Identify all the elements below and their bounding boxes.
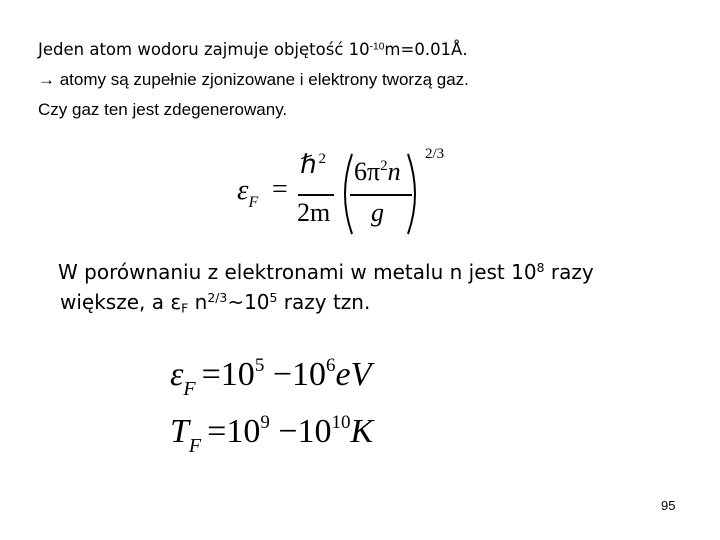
comparison-line-2-subscript: F	[181, 300, 189, 316]
intro-line-3: Czy gaz ten jest zdegenerowany.	[38, 100, 288, 119]
inner-denominator: g	[371, 198, 384, 227]
comparison-line-2-mid2: ~10	[227, 290, 270, 314]
hbar-symbol: ℏ	[300, 150, 317, 179]
energy-unit: eV	[335, 356, 372, 393]
inner-numerator	[354, 157, 401, 187]
energy-rhs-b: −10	[264, 356, 326, 393]
intro-line-1-text: Jeden atom wodoru zajmuje objętość 10	[38, 40, 370, 59]
comparison-line-2	[60, 290, 370, 314]
temperature-exp-a: 9	[260, 412, 270, 433]
energy-symbol: ε	[170, 356, 184, 393]
temperature-unit: K	[350, 413, 374, 450]
comparison-line-2-text: większe, a ε	[60, 290, 182, 314]
intro-line-2: → atomy są zupełnie zjonizowane i elektrony tworzą gaz.	[38, 70, 469, 89]
formula-denominator	[297, 198, 330, 228]
formula-lhs-subscript: F	[248, 194, 259, 211]
hbar-exponent: 2	[318, 151, 326, 167]
fraction-bar-1	[298, 194, 334, 196]
comparison-line-1-text: W porównaniu z elektronami w metalu n jest 10	[58, 260, 537, 284]
comparison-line-2-exponent: 2/3	[207, 290, 228, 306]
energy-subscript: F	[183, 378, 196, 400]
comparison-line-2-tail: razy tzn.	[277, 290, 371, 314]
page-number: 95	[661, 498, 676, 513]
inner-numerator-coef: 6π	[354, 157, 381, 186]
comparison-line-2-mid: n	[188, 290, 208, 314]
energy-rhs-a: =10	[201, 356, 255, 393]
formula-lhs-symbol: ε	[237, 174, 249, 206]
energy-exp-a: 5	[254, 355, 265, 376]
temperature-subscript: F	[188, 435, 202, 457]
comparison-line-1	[58, 260, 594, 284]
temperature-exp-b: 10	[331, 412, 351, 433]
inner-numerator-exponent: 2	[380, 158, 388, 174]
comparison-line-1-exponent: 8	[536, 260, 545, 276]
outer-exponent: 2/3	[425, 146, 445, 162]
energy-exp-b: 6	[326, 355, 336, 376]
result-energy-formula	[170, 355, 372, 400]
inner-numerator-var: n	[387, 157, 401, 186]
intro-line-1-exponent: -10	[369, 41, 385, 53]
intro-line-1	[38, 40, 468, 59]
temperature-symbol: T	[170, 413, 189, 450]
intro-line-1-tail: m=0.01Å.	[384, 40, 468, 59]
temperature-rhs-a: =10	[207, 413, 261, 450]
formula-equals: =	[272, 174, 288, 205]
denominator-text: 2m	[297, 198, 331, 227]
result-temperature-formula	[170, 412, 374, 457]
comparison-line-2-exponent2: 5	[269, 290, 278, 306]
temperature-rhs-b: −10	[269, 413, 332, 450]
formula-lhs	[237, 174, 259, 211]
comparison-line-1-tail: razy	[544, 260, 594, 284]
fraction-bar-2	[350, 194, 412, 196]
formula-hbar	[300, 150, 326, 180]
